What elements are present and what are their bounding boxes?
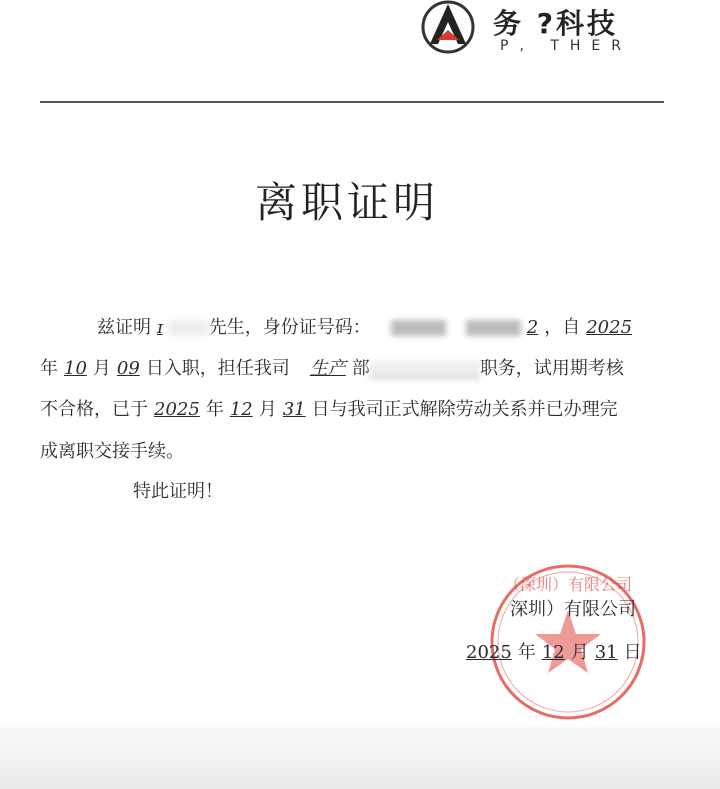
signature-company: 深圳）有限公司 [510, 599, 636, 620]
body-line-2 [40, 357, 624, 381]
bottom-shadow [0, 725, 720, 789]
id-end: 2 [526, 317, 539, 338]
text: 先生，身份证号码： [208, 317, 371, 338]
start-month: 10 [64, 358, 87, 379]
text: 年 [205, 399, 224, 420]
text: 部 [351, 358, 370, 379]
name-field: ɪ [157, 317, 163, 338]
text: ，自 [544, 317, 581, 338]
redacted-id [466, 320, 521, 336]
text: 月 [570, 642, 589, 663]
sign-month: 12 [541, 642, 565, 663]
body-line-1 [97, 316, 638, 340]
sign-year: 2025 [466, 642, 512, 663]
start-year: 2025 [586, 317, 633, 338]
text: 日与我司正式解除劳动关系并已办理完 [311, 399, 618, 420]
text: 年 [40, 358, 58, 379]
document-title: 离职证明 [254, 178, 439, 227]
header-divider [40, 101, 664, 103]
closing-text: 特此证明！ [133, 481, 223, 502]
text: 日 [623, 642, 642, 663]
logo-english-text: P, THER [500, 38, 632, 54]
body-line-4: 成离职交接手续。 [40, 441, 184, 462]
text: 年 [517, 642, 536, 663]
text: 月 [92, 358, 111, 379]
end-year: 2025 [154, 399, 200, 420]
seal-text: （深圳）有限公司 [503, 575, 633, 594]
text: 不合格，已于 [40, 399, 148, 420]
body-line-3 [40, 398, 618, 422]
start-day: 09 [116, 358, 140, 379]
text: 职务，试用期考核 [479, 358, 624, 379]
text: 日入职，担任我司 [145, 358, 290, 379]
logo-chinese-text: 务 ?科技 [493, 7, 618, 40]
department: 生产 [309, 358, 346, 379]
end-month: 12 [229, 399, 253, 420]
text: 月 [258, 399, 277, 420]
redacted-position [370, 361, 480, 378]
company-seal [480, 560, 655, 720]
end-day: 31 [282, 399, 306, 420]
redacted-id [391, 320, 446, 336]
signature-date [460, 641, 642, 665]
redacted-name [169, 320, 209, 336]
sign-day: 31 [594, 642, 618, 663]
text: 兹证明 [97, 317, 151, 338]
